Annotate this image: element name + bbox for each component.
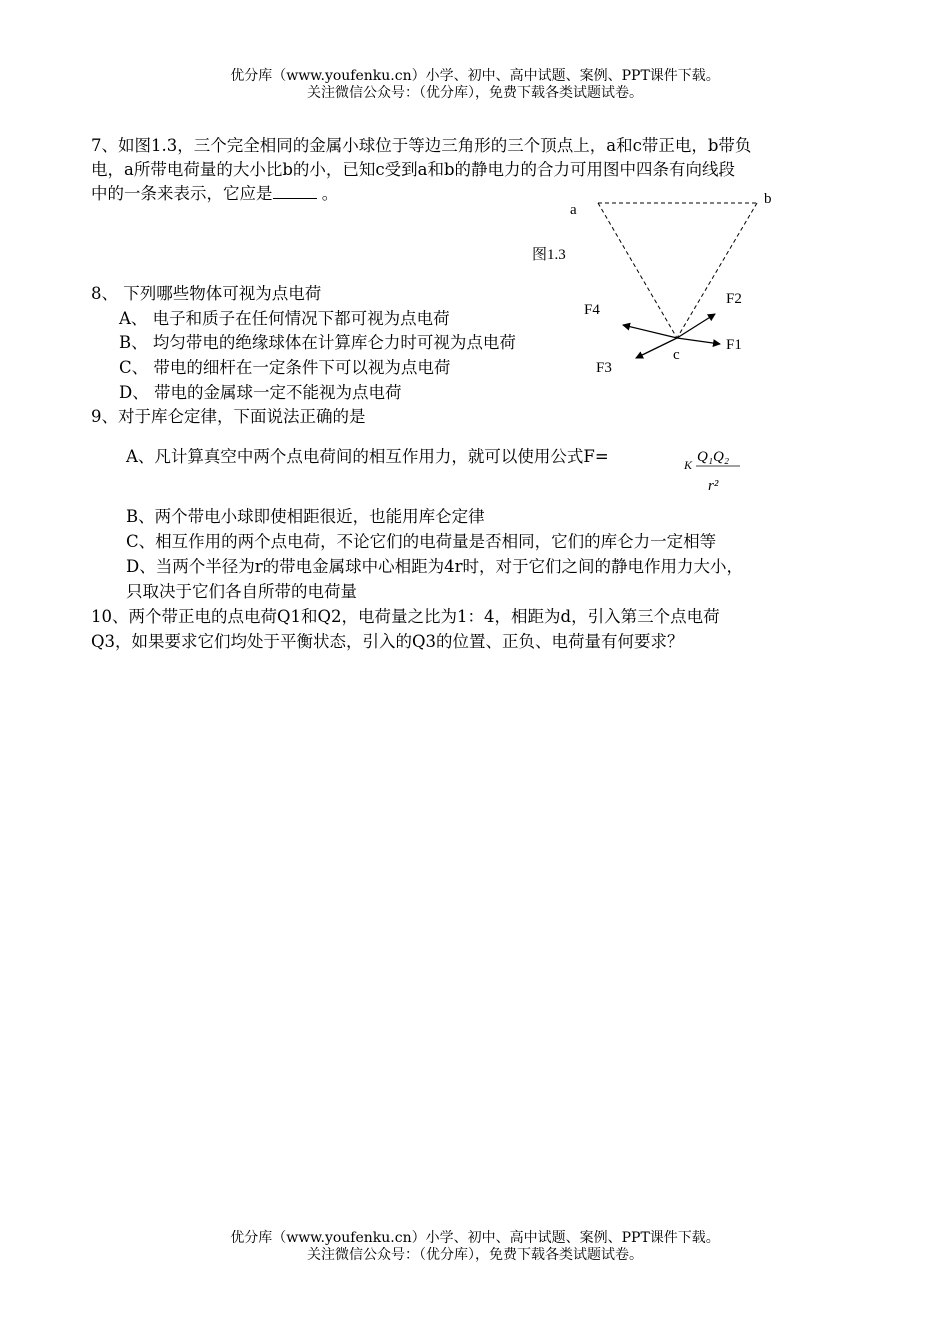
q7-line-3-text: 中的一条来表示，它应是 xyxy=(91,184,273,203)
header-line-1: 优分库（www.youfenku.cn）小学、初中、高中试题、案例、PPT课件下载。 xyxy=(230,68,720,84)
q9-option-d-line-2: 只取决于它们各自所带的电荷量 xyxy=(126,582,357,601)
footer-line-1: 优分库（www.youfenku.cn）小学、初中、高中试题、案例、PPT课件下载。 xyxy=(230,1230,720,1246)
footer-line-2: 关注微信公众号：（优分库），免费下载各类试题试卷。 xyxy=(307,1247,643,1263)
label-F2: F2 xyxy=(726,291,742,307)
q8-option-d: D、 带电的金属球一定不能视为点电荷 xyxy=(119,383,402,402)
formula-k: K xyxy=(684,458,693,472)
formula-denominator: r² xyxy=(708,478,719,494)
q9-option-d-line-1: D、当两个半径为r的带电金属球中心相距为4r时，对于它们之间的静电作用力大小， xyxy=(126,557,744,576)
q8-option-b: B、 均匀带电的绝缘球体在计算库仑力时可视为点电荷 xyxy=(119,333,516,352)
q10-line-1: 10、两个带正电的点电荷Q1和Q2，电荷量之比为1：4，相距为d，引入第三个点电荷 xyxy=(91,607,720,626)
footer-bottom xyxy=(0,1230,950,1264)
q8-option-c: C、 带电的细杆在一定条件下可以视为点电荷 xyxy=(119,358,451,377)
q7-line-3 xyxy=(91,182,338,206)
vector-F3 xyxy=(636,338,677,358)
q7-line-3-end: 。 xyxy=(316,184,339,203)
q10-line-2: Q3，如果要求它们均处于平衡状态，引入的Q3的位置、正负、电荷量有何要求？ xyxy=(91,632,684,651)
formula-numerator: Q₁Q₂ xyxy=(697,449,730,465)
header-line-2: 关注微信公众号：（优分库），免费下载各类试题试卷。 xyxy=(307,85,643,101)
figure-1-3 xyxy=(532,186,790,376)
label-F1: F1 xyxy=(726,337,742,353)
vector-F2 xyxy=(677,314,715,338)
coulomb-formula xyxy=(684,444,744,496)
header-top xyxy=(0,68,950,102)
q9-option-a: A、凡计算真空中两个点电荷间的相互作用力，就可以使用公式F= xyxy=(126,447,609,466)
q7-line-2: 电，a所带电荷量的大小比b的小，已知c受到a和b的静电力的合力可用图中四条有向线段 xyxy=(91,160,736,179)
q7-line-1: 7、如图1.3，三个完全相同的金属小球位于等边三角形的三个顶点上，a和c带正电，b带负 xyxy=(91,136,752,155)
label-b: b xyxy=(764,191,772,207)
label-F3: F3 xyxy=(596,360,612,376)
label-a: a xyxy=(570,202,577,218)
q9-option-b: B、两个带电小球即使相距很近，也能用库仑定律 xyxy=(126,507,485,526)
q8-option-a: A、 电子和质子在任何情况下都可视为点电荷 xyxy=(119,309,450,328)
vector-F4 xyxy=(623,325,677,338)
q8-stem: 8、 下列哪些物体可视为点电荷 xyxy=(91,284,322,303)
answer-blank[interactable] xyxy=(273,184,317,199)
figure-caption: 图1.3 xyxy=(532,247,566,263)
label-c: c xyxy=(673,347,680,363)
triangle-side-ac xyxy=(598,203,677,338)
q9-stem: 9、对于库仑定律，下面说法正确的是 xyxy=(91,407,366,426)
q9-option-c: C、相互作用的两个点电荷，不论它们的电荷量是否相同，它们的库仑力一定相等 xyxy=(126,532,717,551)
vector-F1 xyxy=(677,338,720,344)
label-F4: F4 xyxy=(584,302,600,318)
triangle-side-bc xyxy=(677,203,757,338)
